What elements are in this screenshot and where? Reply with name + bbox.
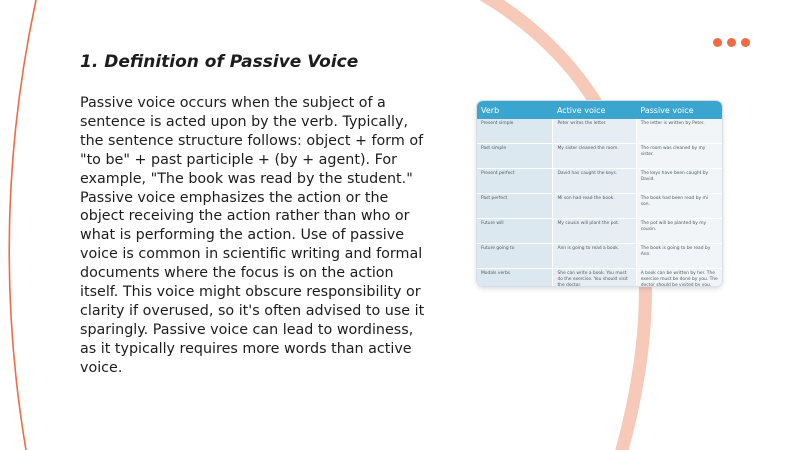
table-cell: The book is going to be read by Ann. <box>636 244 722 269</box>
table-cell: Future going to <box>477 244 553 269</box>
dot-icon <box>727 38 736 47</box>
voice-comparison-table <box>477 101 722 286</box>
table-row <box>477 244 722 269</box>
table-row <box>477 119 722 144</box>
table-cell: She can write a book. You must do the exercise. You should visit the doctor. <box>553 269 636 287</box>
table-cell: The book had been read by mi son. <box>636 194 722 219</box>
table-cell: Present perfect <box>477 169 553 194</box>
table-cell: Past perfect <box>477 194 553 219</box>
table-cell: Present simple <box>477 119 553 144</box>
table-row <box>477 144 722 169</box>
table-row <box>477 169 722 194</box>
table-cell: Past simple <box>477 144 553 169</box>
table-header-row <box>477 101 722 119</box>
table-cell: The room was cleaned by my sister. <box>636 144 722 169</box>
table-row <box>477 219 722 244</box>
passive-voice-table-image <box>477 101 722 286</box>
slide-title: 1. Definition of Passive Voice <box>80 52 359 72</box>
table-row <box>477 269 722 287</box>
table-cell: Mi son had read the book. <box>553 194 636 219</box>
table-cell: Modals verbs <box>477 269 553 287</box>
header-verb: Verb <box>477 101 553 119</box>
header-active-voice: Active voice <box>553 101 636 119</box>
menu-dots-icon <box>713 38 750 47</box>
table-cell: The letter is written by Peter. <box>636 119 722 144</box>
header-passive-voice: Passive voice <box>636 101 722 119</box>
table-cell: My cousin will plant the pot. <box>553 219 636 244</box>
left-arc <box>9 0 36 450</box>
table-cell: The keys have been caught by David. <box>636 169 722 194</box>
table-cell: A book can be written by her. The exercise must be done by you. The doctor should be visited by you. <box>636 269 722 287</box>
table-cell: Future will <box>477 219 553 244</box>
dot-icon <box>713 38 722 47</box>
table-cell: My sister cleaned the room. <box>553 144 636 169</box>
table-cell: Ann is going to read a book. <box>553 244 636 269</box>
table-cell: David has caught the keys. <box>553 169 636 194</box>
definition-paragraph: Passive voice occurs when the subject of a sentence is acted upon by the verb. Typically, the sentence structure follows: object + form of "to be" + past participle + (by + agent). For example, "The book was read by the student." Passive voice emphasizes the action or the object receiving the action rather than who or what is performing the action. Use of passive voice is common in scientific writing and formal documents where the focus is on the action itself. This voice might obscure responsibility or clarity if overused, so it's often advised to use it sparingly. Passive voice can lead to wordiness, as it typically requires more words than active voice. <box>80 95 425 376</box>
table-cell: Peter writes the letter. <box>553 119 636 144</box>
dot-icon <box>741 38 750 47</box>
table-row <box>477 194 722 219</box>
table-cell: The pot will be planted by my cousin. <box>636 219 722 244</box>
